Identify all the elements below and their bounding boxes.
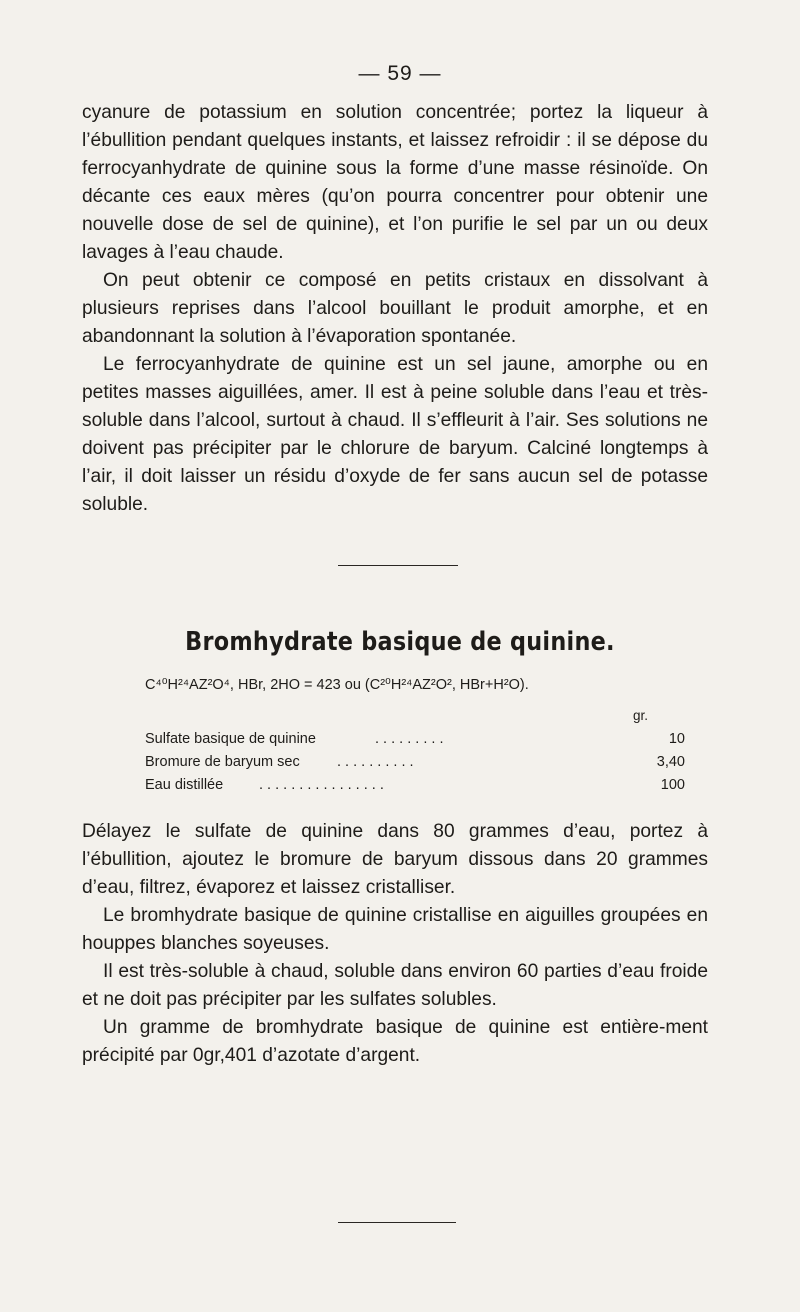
ingredient-name: Sulfate basique de quinine [145, 731, 316, 747]
paragraph: Délayez le sulfate de quinine dans 80 grammes d’eau, portez à l’ébullition, ajoutez le bromure de baryum dissous dans 20 grammes d’eau, filtrez, évaporez et laissez cristalliser. [82, 821, 708, 898]
paragraph: Le bromhydrate basique de quinine cristallise en aiguilles groupées en houppes blanches soyeuses. [82, 905, 708, 954]
paragraph: Il est très-soluble à chaud, soluble dans environ 60 parties d’eau froide et ne doit pas précipiter par les sulfates solubles. [82, 961, 708, 1010]
leader-dots: . . . . . . . . . [375, 731, 444, 747]
chemical-formula: C⁴⁰H²⁴AZ²O⁴, HBr, 2HO = 423 ou (C²⁰H²⁴AZ²O², HBr+H²O). [145, 677, 529, 693]
ingredient-row [145, 728, 685, 751]
paragraph: Le ferrocyanhydrate de quinine est un sel jaune, amorphe ou en petites masses aiguillées, amer. Il est à peine soluble dans l’eau et très-soluble dans l’alcool, surtout à chaud. Il s’effleurit à l’air. Ses solutions ne doivent pas précipiter par le chlorure de baryum. Calciné longtemps à l’air, il doit laisser un résidu d’oxyde de fer sans aucun sel de potasse soluble. [82, 354, 708, 515]
page-number: — 59 — [358, 62, 442, 85]
unit-label: gr. [633, 708, 649, 723]
paragraph: Un gramme de bromhydrate basique de quinine est entière-ment précipité par 0gr,401 d’azotate d’argent. [82, 1017, 708, 1066]
end-divider [338, 1222, 456, 1223]
paragraph: On peut obtenir ce composé en petits cristaux en dissolvant à plusieurs reprises dans l’alcool bouillant le produit amorphe, et en abandonnant la solution à l’évaporation spontanée. [82, 270, 708, 347]
ingredient-quantity: 10 [668, 731, 685, 747]
ingredient-quantity: 3,40 [656, 754, 685, 770]
ingredient-list [145, 728, 685, 797]
ingredient-quantity: 100 [660, 777, 685, 793]
ingredient-row [145, 774, 685, 797]
ingredient-row [145, 751, 685, 774]
paragraph: cyanure de potassium en solution concentrée; portez la liqueur à l’ébullition pendant quelques instants, et laissez refroidir : il se dépose du ferrocyanhydrate de quinine sous la forme d’une masse résinoïde. On décante ces eaux mères (qu’on pourra concentrer pour obtenir une nouvelle dose de sel de quinine), et l’on purifie le sel par un ou deux lavages à l’eau chaude. [82, 102, 708, 263]
leader-dots: . . . . . . . . . . . . . . . . [259, 777, 384, 793]
text-block-bottom [82, 818, 708, 1070]
text-block-top [82, 99, 708, 519]
leader-dots: . . . . . . . . . . [337, 754, 414, 770]
ingredient-name: Bromure de baryum sec [145, 754, 300, 770]
section-title: Bromhydrate basique de quinine. [185, 627, 615, 657]
ingredient-name: Eau distillée [145, 777, 224, 793]
section-divider [338, 565, 458, 566]
